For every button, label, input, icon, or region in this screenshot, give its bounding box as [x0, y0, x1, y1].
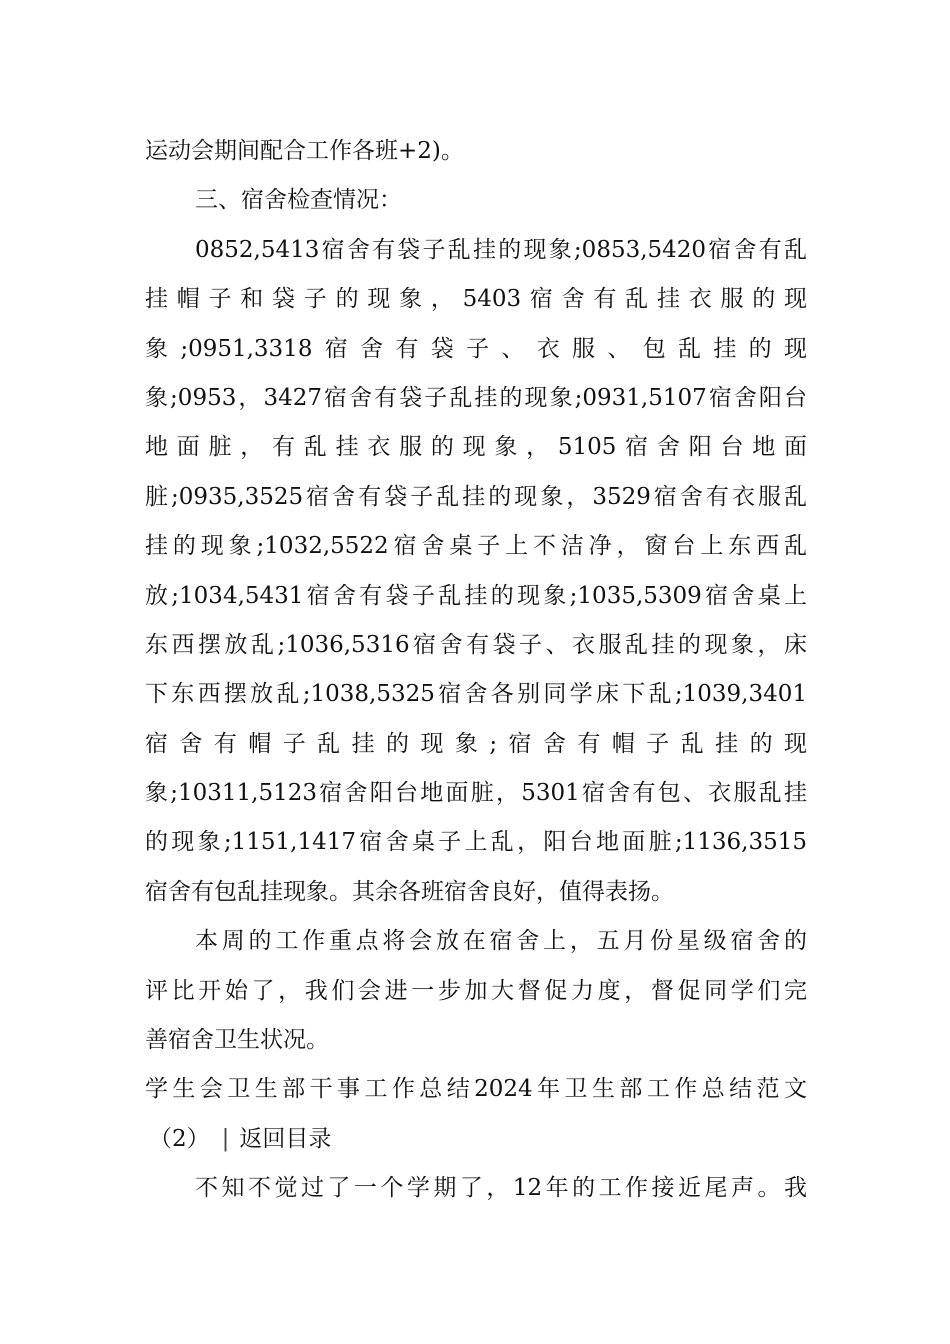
text-line: 放;1034,5431宿舍有袋子乱挂的现象;1035,5309宿舍桌上: [145, 582, 807, 609]
text-line: 评比开始了，我们会进一步加大督促力度，督促同学们完: [145, 977, 807, 1004]
article-title: 学生会卫生部干事工作总结2024年卫生部工作总结范文: [145, 1076, 807, 1103]
article-title-continuation: [145, 1115, 807, 1164]
text-line: 0852,5413宿舍有袋子乱挂的现象;0853,5420宿舍有乱: [195, 236, 807, 263]
text-line: 象;0951,3318宿舍有袋子、衣服、包乱挂的现: [145, 335, 807, 362]
text-line: 的现象;1151,1417宿舍桌子上乱，阳台地面脏;1136,3515: [145, 829, 807, 856]
document-page: [145, 127, 807, 1214]
text-line: 地面脏，有乱挂衣服的现象，5105宿舍阳台地面: [145, 434, 807, 461]
text-line: 宿舍有帽子乱挂的现象;宿舍有帽子乱挂的现: [145, 730, 807, 757]
text-line: 挂帽子和袋子的现象，5403宿舍有乱挂衣服的现: [145, 286, 807, 313]
text-line: 东西摆放乱;1036,5316宿舍有袋子、衣服乱挂的现象，床: [145, 631, 807, 658]
text-line: 象;10311,5123宿舍阳台地面脏，5301宿舍有包、衣服乱挂: [145, 780, 807, 807]
section-heading: 三、宿舍检查情况：: [195, 187, 402, 214]
text-line: 脏;0935,3525宿舍有袋子乱挂的现象，3529宿舍有衣服乱: [145, 483, 807, 510]
text-line: 下东西摆放乱;1038,5325宿舍各别同学床下乱;1039,3401: [145, 681, 807, 708]
back-to-contents-link[interactable]: 返回目录: [239, 1125, 332, 1152]
text-line: 象;0953，3427宿舍有袋子乱挂的现象;0931,5107宿舍阳台: [145, 384, 807, 411]
text-line: 不知不觉过了一个学期了，12年的工作接近尾声。我: [195, 1175, 807, 1202]
text-line: 善宿舍卫生状况。: [145, 1027, 329, 1054]
text-line: 挂的现象;1032,5522宿舍桌子上不洁净，窗台上东西乱: [145, 533, 807, 560]
text-line: 宿舍有包乱挂现象。其余各班宿舍良好，值得表扬。: [145, 878, 674, 905]
text-line: 本周的工作重点将会放在宿舍上，五月份星级宿舍的: [195, 928, 807, 955]
text-line: 运动会期间配合工作各班+2)。: [145, 138, 464, 164]
separator: |: [221, 1125, 230, 1152]
section-number: （2）: [149, 1125, 210, 1152]
